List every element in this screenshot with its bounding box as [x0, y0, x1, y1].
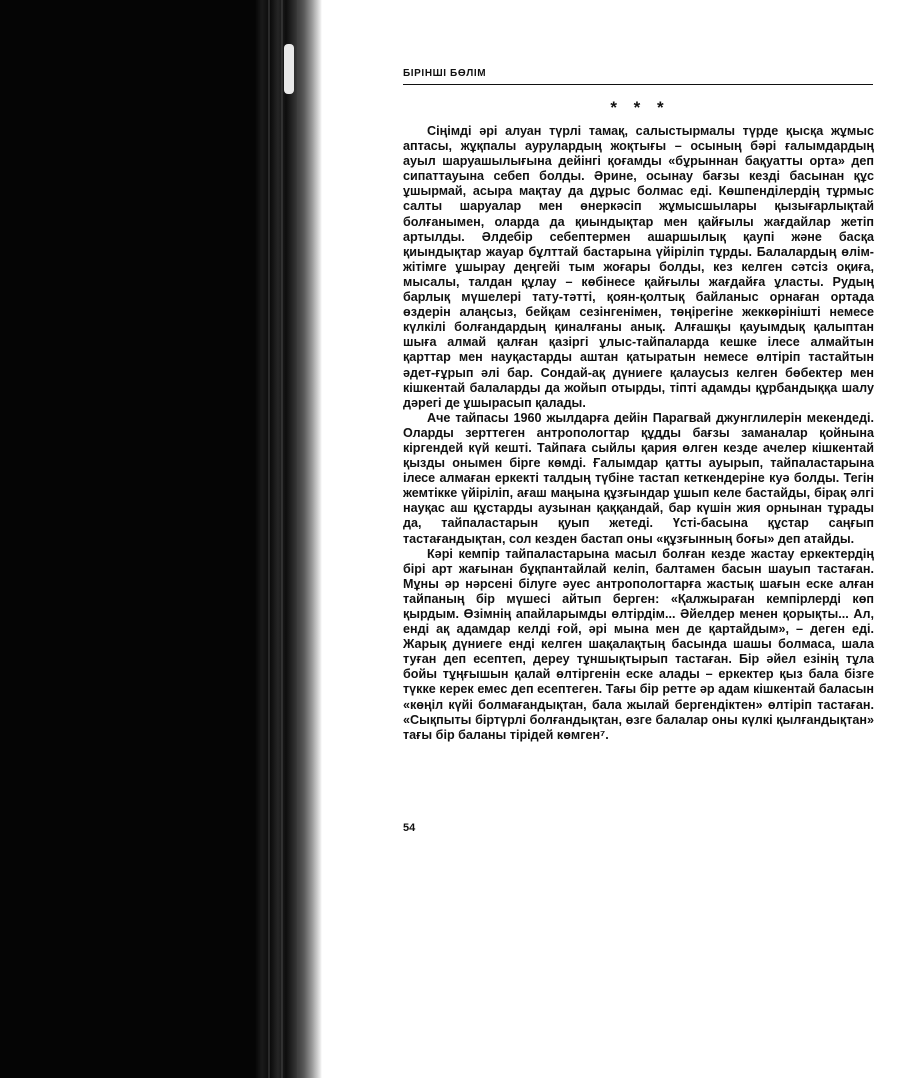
running-head [403, 68, 873, 85]
paragraph: Сіңімді әрі алуан түрлі тамақ, салыстырмалы түрде қысқа жұмыс аптасы, жұқпалы аурулардың жоқтығы – осының бәрі ғалымдардың ауыл шаруашылығына дейінгі қоғамды «бұрыннан бақуатты орта» деп сипаттауына себеп болды. Әрине, осынау бағзы кезді басынан құс ұшырмай, асыра мақтау да дұрыс болмас еді. Көшпенділердің тұрмыс салты шаруалар мен өнеркәсіп жұмысшылары қызығарлықтай болғанымен, оларда да қиындықтар мен қайғылы жағдайлар жетіп артылды. Әлдебір себептермен ашаршылық қаупі және басқа қиындықтар жауар бұлттай бастарына үйіріліп тұрды. Балалардың өлім-жітімге ұшырау деңгейі тым жоғары болды, кез келген сәтсіз оқиға, мысалы, талдан құлау – көбінесе қайғылы жағдайға ұласты. Рудың барлық мүшелері тату-тәтті, қоян-қолтық байланыс орнаған ортада өздерін алаңсыз, бейқам сезінгенімен, төңірегіне жеккөрінішті немесе күлкілі болғандардың қиналғаны анық. Алғашқы қауымдық қалыптан шыға алмай қалған қазіргі ұлыс-тайпаларда кешке ілесе алмайтын қарттар мен науқастарды аштан қатыратын немесе өлтіріп тастайтын әдет-ғұрып әлі бар. Сондай-ақ дүниеге қалаусыз келген бөбектер мен кішкентай балаларды да жойып отырды, тіпті адамды құрбандыққа шалу дәрегі де ұшырасып қалады. [403, 124, 874, 410]
body-text [403, 124, 874, 743]
book-binding-shadow [0, 0, 322, 1078]
binding-streak [268, 0, 270, 1078]
section-break-stars: * * * [610, 98, 670, 117]
paragraph: Аче тайпасы 1960 жылдарға дейін Парагвай джунглилерін мекендеді. Оларды зерттеген антропологтар құдды бағзы заманалар қойнына кіргендей күй кешті. Тайпаға сыйлы қария өлген кезде ачелер кішкентай қызды онымен бірге көмді. Ғалымдар қатты ауырып, тайпаластарына ілесе алмаған еркекті талдың түбіне тастап кеткендеріне куә болды. Тегін жемтікке үйіріліп, ағаш маңына құзғындар ұшып келе бастайды, бірақ әлгі науқас аш құстарды аузынан қаққандай, бар күшін жия орнынан тұрады да, тайпаластарын қуып жетеді. Үсті-басына құстар саңғып тастағандықтан, сол кезден бастап оны «құзғынның боғы» деп атайды. [403, 410, 874, 546]
binding-streak [297, 0, 299, 1078]
binding-streak [281, 0, 283, 1078]
page-number: 54 [403, 822, 416, 834]
book-page [340, 0, 880, 1078]
binding-highlight [284, 44, 294, 94]
running-head-title: БІРІНШІ БӨЛІМ [403, 68, 487, 79]
paragraph: Кәрі кемпір тайпаластарына масыл болған кезде жастау еркектердің бірі арт жағынан бұқпантайлай келіп, балтамен басын шауып тастаған. Мұны әр нәрсені білуге әуес антропологтарға жастық шағын еске алған тайпаның бір мүшесі айтып берген: «Қалжыраған кемпірлерді көп қырдым. Өзімнің апайларымды өлтірдім... Әйелдер менен қорықты... Ал, енді ақ адамдар келді ғой, әрі мына мен де қартайдым», – деген еді. Жарық дүниеге енді келген шақалақтың басында шашы болмаса, шала туған деп есептеп, дереу тұншықтырып тастаған. Бір әйел езінің тұла бойы тұңғышын қалай өлтіргенін еске алады – еркектер қыз бала бізге түкке керек емес деп есептеген. Тағы бір ретте әр адам кішкентай баласын «көңіл күйі болмағандықтан, бала жылай бергендіктен» өлтіріп тастаған. «Сықпыты біртүрлі болғандықтан, өзге балалар оны күлкі қылғандықтан» тағы бір баланы тірідей көмген⁷. [403, 546, 874, 742]
